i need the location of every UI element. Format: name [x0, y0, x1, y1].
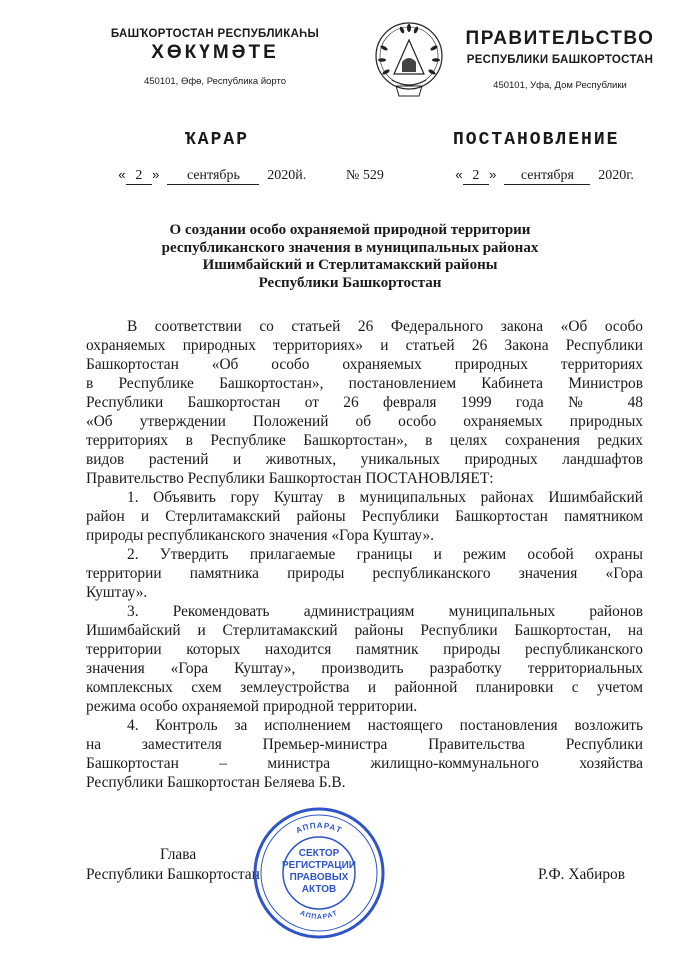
body-line: 2. Утвердить прилагаемые границы и режим особой охраны — [127, 546, 643, 563]
stamp-line: РЕГИСТРАЦИИ — [282, 860, 356, 871]
right-address: 450101, Уфа, Дом Республики — [493, 80, 627, 91]
title-line: Республики Башкортостан — [258, 274, 442, 291]
body-line: в Республике Башкортостан», постановлением Кабинета Министров — [86, 375, 643, 392]
body-line: Ишимбайский и Стерлитамакский районы Республики Башкортостан, на — [86, 622, 643, 639]
doc-number: № 529 — [346, 168, 384, 183]
doc-type-right: ПОСТАНОВЛЕНИЕ — [453, 130, 620, 150]
body-line: значения «Гора Куштау», производить разработку территориальных — [86, 660, 643, 677]
body-line: Республики Башкортостан от 26 февраля 1999 года № 48 — [86, 394, 643, 411]
left-org-line2: ХӨКҮМӘТЕ — [151, 42, 279, 63]
date-right-month: сентября — [504, 168, 590, 185]
body-line: Республики Башкортостан Беляева Б.В. — [86, 774, 346, 791]
date-left: « 2 » сентябрь 2020й. — [118, 168, 307, 183]
date-right-day: 2 — [463, 168, 489, 185]
signature-position-line1: Глава — [160, 846, 197, 863]
body-line: Правительство Республики Башкортостан ПОСТАНОВЛЯЕТ: — [86, 470, 494, 487]
date-right-year: 2020г. — [598, 168, 634, 183]
body-line: территориях в Республике Башкортостан», в целях сохранения редких — [86, 432, 643, 449]
body-line: 4. Контроль за исполнением настоящего постановления возложить — [127, 717, 643, 734]
svg-text:АППАРАТ — [295, 821, 344, 835]
left-org-line1: БАШҠОРТОСТАН РЕСПУБЛИКАҺЫ — [110, 28, 320, 40]
date-right: « 2 » сентября 2020г. — [455, 168, 634, 183]
body-line: комплексных схем землеустройства и районной планировки с учетом — [86, 679, 643, 696]
body-line: Башкортостан – министра жилищно-коммунального хозяйства — [86, 755, 643, 772]
left-address: 450101, Өфө, Республика йорто — [143, 76, 287, 87]
header-left-block — [95, 28, 335, 87]
body-line: Куштау». — [86, 584, 148, 601]
svg-text:АППАРАТ — [299, 910, 339, 921]
body-line: охраняемых природных территориях» и статьей 26 Закона Республики — [86, 337, 643, 354]
right-org-line1: ПРАВИТЕЛЬСТВО — [465, 28, 655, 49]
header-right-block — [455, 28, 665, 91]
body-line: 1. Объявить гору Куштау в муниципальных районах Ишимбайский — [127, 489, 643, 506]
body-line: район и Стерлитамакский районы Республики Башкортостан памятником — [86, 508, 643, 525]
stamp-bottom-word: АППАРАТ — [298, 909, 340, 922]
date-left-day: 2 — [126, 168, 152, 185]
stamp-line: АКТОВ — [301, 884, 337, 895]
document-title — [60, 222, 640, 292]
body-line: Башкортостан «Об особо охраняемых природных территориях — [86, 356, 643, 373]
body-line: «Об утверждении Положений об особо охраняемых природных — [86, 413, 643, 430]
title-line: Ишимбайский и Стерлитамакский районы — [202, 257, 498, 273]
title-line: республиканского значения в муниципальных районах — [161, 239, 539, 256]
title-line: О создании особо охраняемой природной территории — [169, 222, 531, 238]
date-left-month: сентябрь — [167, 168, 259, 185]
body-line: 3. Рекомендовать администрациям муниципальных районов — [127, 603, 643, 620]
stamp-top-word: АППАРАТ — [294, 820, 344, 836]
signature-name: Р.Ф. Хабиров — [538, 866, 626, 883]
body-line: территории которых находится памятник природы республиканского — [86, 641, 643, 658]
registration-stamp — [252, 806, 386, 940]
right-org-line2: РЕСПУБЛИКИ БАШКОРТОСТАН — [466, 54, 654, 66]
signature-position-line2: Республики Башкортостан — [86, 866, 260, 883]
stamp-line: ПРАВОВЫХ — [289, 872, 349, 883]
date-left-year: 2020й. — [267, 168, 307, 183]
body-line: режима особо охраняемой природной территории. — [86, 698, 418, 715]
body-line: природы республиканского значения «Гора Куштау». — [86, 527, 435, 544]
body-line: территории памятника природы республиканского значения «Гора — [86, 565, 643, 582]
stamp-line: СЕКТОР — [298, 848, 340, 859]
body-line: В соответствии со статьей 26 Федерального закона «Об особо — [127, 318, 643, 335]
body-line: видов растений и животных, уникальных природных ландшафтов — [86, 451, 643, 468]
doc-type-left: ҠАРАР — [185, 130, 250, 150]
bashkortostan-emblem-icon — [372, 18, 446, 102]
body-line: на заместителя Премьер-министра Правительства Республики — [86, 736, 643, 753]
